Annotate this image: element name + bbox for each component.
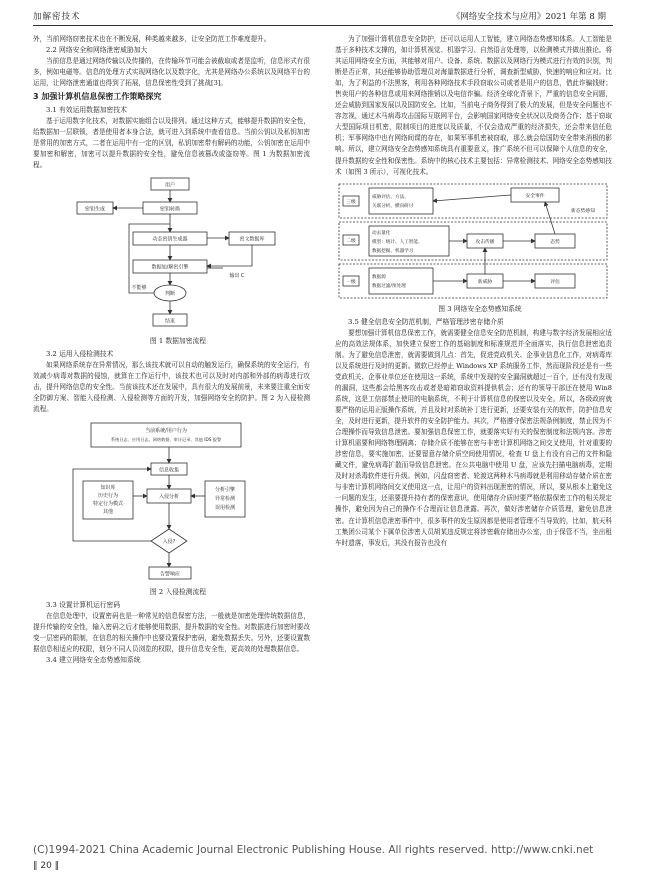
label-anomaly: 异常检测: [214, 495, 236, 502]
label-dynamic: 动态密钥生成器: [152, 236, 188, 243]
label-collect: 信息收集: [158, 467, 180, 474]
paragraph: 要想加强计算机信息保密工作，就需要健全信息安全防范机制，构建与数字经济发展相应适应的高效法规体系，加快建立保密工作的基础制度和标准规范并全面落实，执行信息泄密追责制。为了避免信息泄密，就需要做到几点：首先，促进党政机关、企事业信息化工作，对病毒库以及系统进行及时的更新。微软已经停止 Windows XP 系统服务工作，然而现阶段还是有一些党政机关、企事业单位还在使用这一系统，系统中发现的安全漏洞就超过一百个，还有没有发现的漏洞，这些都会给黑客攻击或者是暗箱窃取资料提供机会；还有的领导干部还在使用 Win8 系统，这是工信部禁止使用的电脑系统，不利于计算机信息的保密以及安全。所以，各级政府就要严格的运用正版操作系统，并且及时对系统补丁进行更新，还要安装有关的软件，防护信息安全，及时进行更新，提升软件的安全防护能力。其次，严格遵守保密法规条例制度，禁止因为不合理操作而导致信息泄密。要加强信息保密工作，就要落实好有关的保密制度和法规内容。涉密计算机需要和网络物理隔离；存储介质不能够在密与非密计算机网络之间交叉使用，针对重要的涉密信息，要实施加密，还要留意存储介质空间使用情况，检查 U 盘上有没有自己的文件和隐藏文件，避免病毒扩散而导致信息泄密。在公共电脑中使用 U 盘，应该先扫描电脑病毒，定期及时对杀毒软件进行升级。例如，闪盘窃密者、轮渡这两种木马病毒就是利用移动存储介质在密与非密计算机网络间交叉使用这一点，让用户的资料出现泄密的情况，所以，要从根本上避免这一问题的发生，还需要提升持有者的保密意识，使用储存介质时要严格依据保密工作的相关规定操作，避免因为自己的操作不合理而让信息泄露。再次，做好涉密储存介质管理，避免信息泄密。在计算机信息泄密事件中，很多事件的发生原因都是使用者管理不当导致的，比如，航天科工集团公司某个下属单位涉密人员胡某违反规定将涉密载存储出办公室，由于保管不当，坐出租车时遗落，事发后，其没有报告也没有: [335, 328, 612, 547]
paragraph: 基于运用数字化技术，对数据实施组合以及排列。通过这种方式，能够提升数据的安全性，给数据加一层联锁，者是使用者本身合法，就可进入到系统中查看信息。当前公钥以及私钥加密是常用的加密方式，二者在运用中有一定的区别，私钥加密带有解码的功能，公钥加密在运用中要加密和解密，加密可以提升数据的安全性，避免信息被篡改或盗窃等。图 1 为数据加密流程。: [33, 117, 310, 170]
header-rule: [33, 25, 613, 26]
subsection-heading: 3.2 运用入侵检测技术: [46, 349, 114, 358]
tier-2-text-1: 动去量化: [372, 230, 391, 236]
figure-caption: 图 1 数据加密流程: [149, 336, 207, 345]
paragraph: 在信息处理中，设置密码也是一种常见的信息保密方法，一般就是加密处理传统数据信息，提升传输的安全性，输入密码之后才能够使用数据，提升数据的安全性。对数据进行加密时要改变一层密码的限制，在信息的相关操作中也要设置保护密码，避免数据丢失。另外，还要设置数据信息相适应的权限，划分不同人员浏览的权限，提升信息安全性，更高效的处理数据信息。: [33, 611, 310, 654]
subsection-heading: 2.2 网络安全和网络泄密威胁加大: [46, 46, 148, 55]
label-level: 态势: [550, 239, 560, 245]
label-model: 新态势感知: [571, 208, 595, 214]
label-sources: 系统日志、应用日志、网络数据、审计记录、其他 IDS 报警: [110, 436, 222, 442]
page-number: ‖ 20 ‖: [33, 861, 60, 871]
figure-caption: 图 2 入侵检测流程: [149, 587, 207, 596]
figure-2: [33, 419, 310, 598]
label-new: 新威胁: [477, 279, 493, 285]
label-judge: 判断: [164, 290, 176, 297]
label-user: 用户: [164, 182, 176, 189]
label-history: 历史行为: [97, 492, 119, 499]
situation-awareness-diagram: [335, 182, 612, 300]
page-header: [0, 0, 646, 30]
paragraph: 当前信息是通过网络传输以及传播的，在传输环节可能会被截取或者是监听，信息形式有很多，例如电磁等。信息的处理方式实现网络化以及数字化，尤其是网络办公系统以及网络平台的运用，让网络泄密通道也得到了拓展，信息保密性受到了挑战[3]。: [33, 57, 310, 88]
journal-title: 《网络安全技术与应用》2021 年第 8 期: [451, 12, 606, 22]
tier-3-text-2: 关联分析、横向研讨: [372, 203, 414, 209]
label-decision: 入侵?: [162, 538, 176, 545]
right-column: [335, 34, 612, 549]
tier-1-box: [369, 268, 433, 294]
label-pattern: 特定行为模式: [92, 500, 124, 507]
left-column: [33, 34, 310, 666]
label-response: 告警响应: [159, 571, 181, 578]
page-footer: [33, 844, 613, 871]
label-other: 其他: [102, 508, 114, 515]
intrusion-detection-flowchart: [33, 419, 310, 583]
label-keyconv: 密钥转换: [159, 206, 181, 213]
label-no: 不能够: [131, 284, 147, 291]
label-spread: 攻击传播: [475, 239, 495, 245]
tier-1-text-2: 数据过滤/预处理: [372, 283, 406, 289]
label-end: 结束: [164, 318, 176, 325]
paragraph: 如果网络系统存在异常情况，那么该技术就可以自动的触发运行，确保系统的安全运行，有效减少病毒对数据的侵蚀，就算在工作运行中，该技术也可以及时对内部和外部的病毒进行攻击，提升网络信息的安全性。当前该技术还在发展中，具有很大的发展前景，未来要注重全面安全防御方案、智能入侵检测、入侵检测等方面的开发，加强网络安全的防护。图 2 为入侵检测流程。: [33, 360, 310, 413]
label-assess: 评估: [550, 279, 560, 285]
label-engine: 数据加/解密引擎: [151, 264, 189, 271]
paragraph: 为了加强计算机信息安全防护，还可以运用人工智能，建立网络态势感知体系。人工智能是基于多种技术支撑的，如计算机视觉、机器学习、自然语言处理等，以检测模式并做出推论。将其运用网络安全方面，其能够对用户、设备、系统、数据以及网络行为模式进行有效的识别，判断是否正常，其还能够协助管理员对海量数据进行分析，调查新型威胁，快速的响应和应对。比如，为了利益的不法黑客，利用各种网络技术手段窃取公司或者是用户的信息，借此诈骗钱财；售卖用户的各种信息或用来网络推销以及电信诈骗。经济全球化背景下，严重的信息安全问题，还会威胁到国家发展以及国防安全。比如，当前电子商务得到了极大的发展，但是安全问题也不容忽视，通过木马病毒攻击国际互联网平台，会影响国家网络安全状况以及商务合作；基于窃取大型国际项目机密，限制项目的进度以及质量，不仅会造成严重的经济损失，还会带来信任危机；军事网络中也有网络间谍的存在，如果军事机密被窃取，那么就会给国防安全带来消极的影响。所以，建立网络安全态势感知系统具有重要意义，推广系统不但可以保障个人信息的安全，提升数据的安全性和保密性。系统中的核心技术主要包括：异常检测技术、网络安全态势感知技术（如图 3 所示），可视化技术。: [335, 35, 612, 176]
figure-3: [335, 182, 612, 315]
data-encryption-flowchart: [33, 176, 310, 332]
tier-3-text-1: 威胁评估、方法、: [372, 194, 409, 200]
label-register: 密文数据库: [239, 236, 265, 243]
label-misuse: 误用检测: [214, 504, 236, 511]
tier-3-label: 三级: [346, 199, 356, 205]
label-detect: 入侵分析: [158, 493, 180, 500]
figure-1: [33, 176, 310, 347]
label-keygen: 密钥生成: [84, 206, 106, 213]
tier-1-label: 一级: [346, 279, 356, 285]
tier-2-label: 二级: [346, 238, 356, 244]
tier-1-text-1: 数据源: [372, 274, 386, 280]
tier-2-text-3: 数据挖掘、机器学习: [372, 248, 414, 254]
label-behavior: 当前系统/用户行为: [145, 427, 187, 434]
paragraph: 外，当前网络窃密技术也在不断发展，种类越来越多，让安全防范工作难度提升。: [33, 35, 271, 43]
tier-3-box: [369, 188, 433, 214]
subsection-heading: 3.5 健全信息安全防范机制，严格管理涉密存储介质: [348, 317, 504, 326]
section-heading: 3 加强计算机信息保密工作策略探究: [33, 92, 162, 102]
flow-node-behavior: [91, 423, 241, 447]
subsection-heading: 3.3 设置计算机运行密码: [46, 600, 121, 609]
tier-2-text-2: 模型：统计、人工智能、: [372, 239, 423, 245]
copyright-line: (C)1994-2021 China Academic Journal Electronic Publishing House. All rights reserved. http://www.cnki.net: [33, 844, 594, 856]
label-output: 输出 C: [229, 272, 245, 279]
subsection-heading: 3.4 建立网络安全态势感知系统: [46, 656, 141, 665]
label-knowledge: 知识库: [100, 484, 116, 491]
section-title: 加解密技术: [33, 12, 81, 22]
subsection-heading: 3.1 有效运用数据加密技术: [46, 106, 127, 115]
label-alert: 安全事件: [525, 193, 545, 199]
figure-caption: 图 3 网络安全态势感知系统: [438, 304, 522, 313]
label-engine: 分析引擎: [214, 486, 236, 493]
